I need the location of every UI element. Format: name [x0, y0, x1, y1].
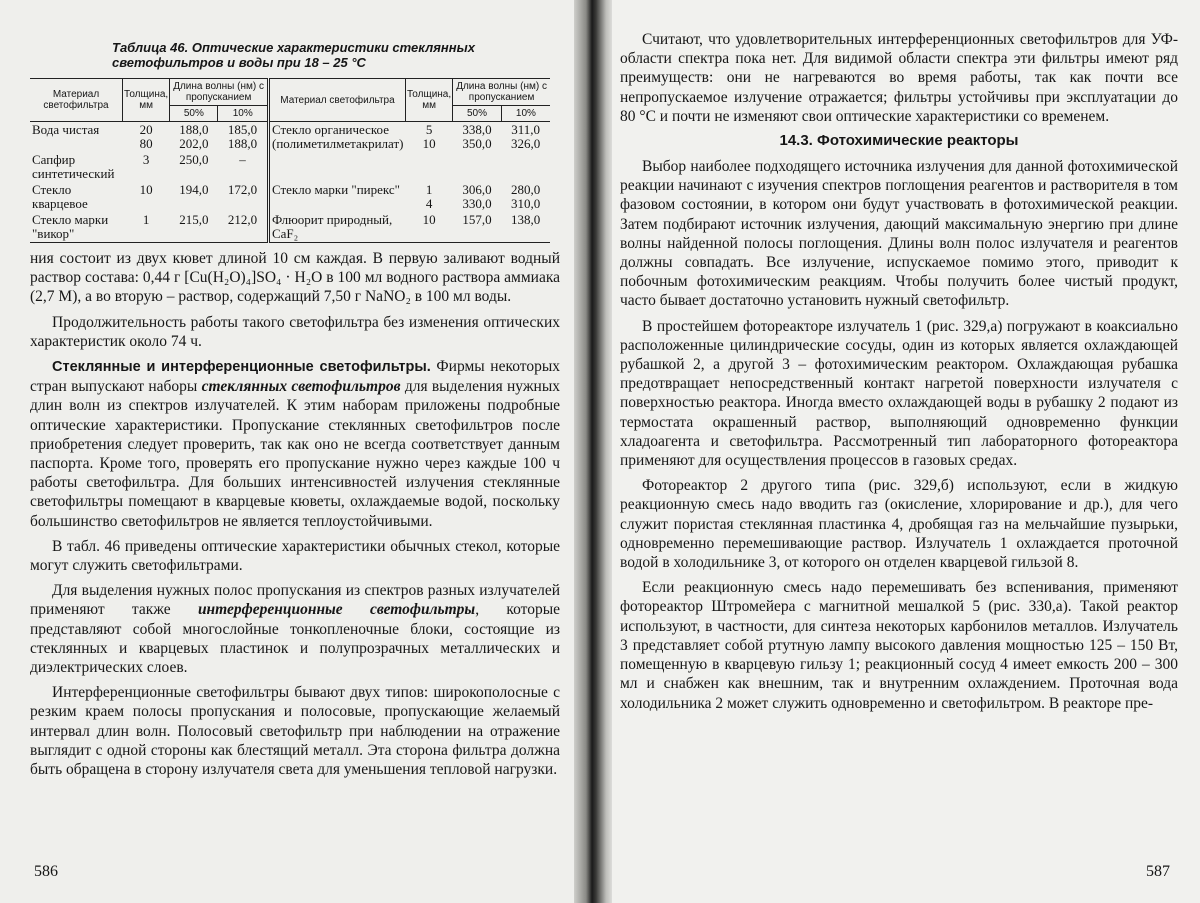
right-page	[612, 0, 1200, 903]
header-material: Материал светофильтра	[30, 79, 123, 122]
table-row	[30, 212, 550, 243]
header-wavelength: Длина волны (нм) с пропусканием	[170, 79, 269, 106]
table-caption-prefix: Таблица 46.	[112, 40, 189, 55]
page-number: 586	[34, 863, 58, 880]
cell-50-right: 338,0 350,0	[462, 122, 492, 151]
cell-material: Сапфир синтетический	[32, 152, 115, 181]
cell-thickness-right: 1 4	[425, 182, 433, 211]
cell-thickness: 1	[123, 212, 170, 243]
cell-material-right: Стекло органическое (полиметилметакрилат)	[271, 122, 404, 151]
paragraph: Стеклянные и интерференционные светофильтры. Фирмы некоторых стран выпускают наборы стеклянных светофильтров для выделения нужных длин волн из спектров излучателей. К этим наборам приложены подробные оптические характеристики. Пропускание стеклянных светофильтров после приобретения следует проверить, так как оно не всегда соответствует данным паспорта. Кроме того, проверять его пропускание нужно через каждые 100 ч работы светофильтра. Для больших интенсивностей излучения стеклянные светофильтры помещают в кварцевые кюветы, охлаждаемые водой, поскольку большинство светофильтров не является теплоустойчивыми.	[30, 358, 561, 530]
paragraph: Считают, что удовлетворительных интерференционных светофильтров для УФ-области спектра пока нет. Для видимой области спектра эти фильтры имеют ряд преимуществ: они не нагреваются во время работы, так как почти все непропускаемое излучение отражается; фильтры устойчивы при эксплуатации до 80 °С и почти не изменяют свои оптические характеристики со временем.	[620, 31, 1178, 125]
header-thickness: Толщина, мм	[123, 79, 170, 122]
header-50-right: 50%	[453, 106, 502, 122]
cell-10: 172,0	[218, 182, 269, 212]
cell-10-right: 280,0 310,0	[511, 182, 541, 211]
left-page	[0, 0, 582, 903]
page-number: 587	[1146, 863, 1170, 880]
cell-material-right: Флюорит природный, CaF₂	[268, 212, 405, 243]
paragraph: Интерференционные светофильтры бывают двух типов: широкополосные с резким краем полосы пропускания и полосовые, пропускающие желаемый интервал длин волн. Полосовый светофильтр при наблюдении на отражение выглядит с одной стороны как блестящий металл. Эта сторона фильтра должна быть обращена в сторону излучателя света для уменьшения тепловой нагрузки.	[30, 684, 560, 779]
cell-50: 188,0 202,0	[179, 122, 209, 151]
header-wavelength-right: Длина волны (нм) с пропусканием	[453, 79, 550, 106]
cell-50-right: 157,0	[453, 212, 502, 243]
paragraph: ния состоит из двух кювет длиной 10 см каждая. В первую заливают водный раствор состава: 0,44 г [Cu(H₂O)₄]SO₄ · H₂O в 100 мл водного раствора аммиака (2,7 М), а во вторую – раствор, содержащий 7,50 г NaNO₂ в 100 мл воды.	[30, 250, 560, 306]
cell-thickness: 3	[142, 152, 150, 167]
table-row	[30, 122, 550, 153]
cell-thickness: 20 80	[139, 122, 153, 151]
cell-50-right: 306,0 330,0	[462, 182, 492, 211]
cell-material: Стекло кварцевое	[32, 182, 88, 211]
cell-thickness-right: 10	[405, 212, 452, 243]
paragraph-lead: Стеклянные и интерференционные светофильтры.	[52, 359, 431, 376]
cell-50: 250,0	[179, 152, 209, 167]
cell-10-right: 311,0 326,0	[511, 122, 541, 151]
paragraph: В табл. 46 приведены оптические характеристики обычных стекол, которые могут служить светофильтрами.	[30, 537, 560, 575]
cell-thickness-right: 5 10	[422, 122, 436, 151]
cell-50: 194,0	[179, 182, 209, 197]
table-row	[30, 182, 550, 212]
table-caption-text: Оптические характеристики стеклянных светофильтров и воды при 18 – 25 °С	[112, 40, 475, 70]
cell-50: 215,0	[170, 212, 218, 243]
paragraph: Если реакционную смесь надо перемешивать без вспенивания, применяют фотореактор Штромейера с магнитной мешалкой 5 (рис. 330,а). Такой реактор используют, в частности, для синтеза некоторых карбонилов металлов. Излучатель 3 представляет собой ртутную лампу высокого давления мощностью 125 – 150 Вт, помещенную в кварцевую гильзу 1; реакционный сосуд 4 имеет емкость 200 – 300 мл и снабжен как внешним, так и внутренним охлаждением. Проточная вода холодильника 2 может служить одновременно и светофильтром. В реакторе пре-	[620, 579, 1178, 712]
header-10: 10%	[218, 106, 269, 122]
table-caption	[112, 40, 560, 70]
cell-10: 212,0	[218, 212, 269, 243]
paragraph: Выбор наиболее подходящего источника излучения для данной фотохимической реакции начинают с изучения спектров поглощения реагентов и растворителя в том фазовом состоянии, в котором они будут участвовать в фотохимической реакции. Затем подбирают источник излучения, дающий максимальную энергию при длине волны найденной полосы поглощения. Длины волн полос излучателя и реагентов должны совпадать. Все излучение, испускаемое помимо этого, приводит к побочным фотохимическим реакциям. Чтобы получить более чистый продукт, часто бывает достаточно установить нужный светофильтр.	[620, 158, 1178, 310]
cell-10: 185,0 188,0	[218, 122, 269, 153]
header-thickness-right: Толщина, мм	[405, 79, 452, 122]
section-title: 14.3. Фотохимические реакторы	[779, 132, 1019, 150]
cell-material: Стекло марки "викор"	[30, 212, 123, 243]
cell-10-right: 138,0	[501, 212, 550, 243]
header-50: 50%	[170, 106, 218, 122]
cell-material-right: Стекло марки "пирекс"	[271, 182, 400, 197]
paragraph: В простейшем фотореакторе излучатель 1 (рис. 329,а) погружают в коаксиально расположенные цилиндрические сосуды, один из которых является охлаждающей рубашкой 2, а другой 3 – фотохимическим реактором. Охлаждающая рубашка предотвращает непосредственный контакт нагретой поверхности излучателя с поверхностью реактора. Иногда вместо охлаждающей воды в рубашку 2 подают из термостата окрашенный раствор, выполняющий одновременно функции хладоагента и светофильтра. Рассмотренный тип лабораторного фотореактора применяют для осуществления процессов в газовых средах.	[620, 317, 1178, 470]
book-spine	[574, 0, 614, 903]
header-material-right: Материал светофильтра	[268, 79, 405, 122]
cell-10: –	[218, 152, 269, 182]
paragraph: Продолжительность работы такого светофильтра без изменения оптических характеристик около 74 ч.	[30, 313, 560, 350]
header-10-right: 10%	[501, 106, 550, 122]
cell-material: Вода чистая	[32, 122, 100, 137]
optical-characteristics-table	[30, 78, 550, 243]
paragraph: Фотореактор 2 другого типа (рис. 329,б) используют, если в жидкую реакционную смесь надо вводить газ (окисление, хлорирование и др.), для чего служит пористая стеклянная пластинка 4, дробящая газ на мельчайшие пузырьки, одновременно перемешивающие раствор. Излучатель 1 охлаждается проточной водой в холодильнике 3, от которого он отделен кварцевой гильзой 8.	[620, 477, 1178, 572]
paragraph: Для выделения нужных полос пропускания из спектров разных излучателей применяют также интерференционные светофильтры, которые представляют собой многослойные тонкопленочные блоки, состоящие из стеклянных и кварцевых пластинок и полупрозрачных металлических и диэлектрических слоев.	[30, 582, 560, 677]
cell-thickness: 10	[139, 182, 153, 197]
